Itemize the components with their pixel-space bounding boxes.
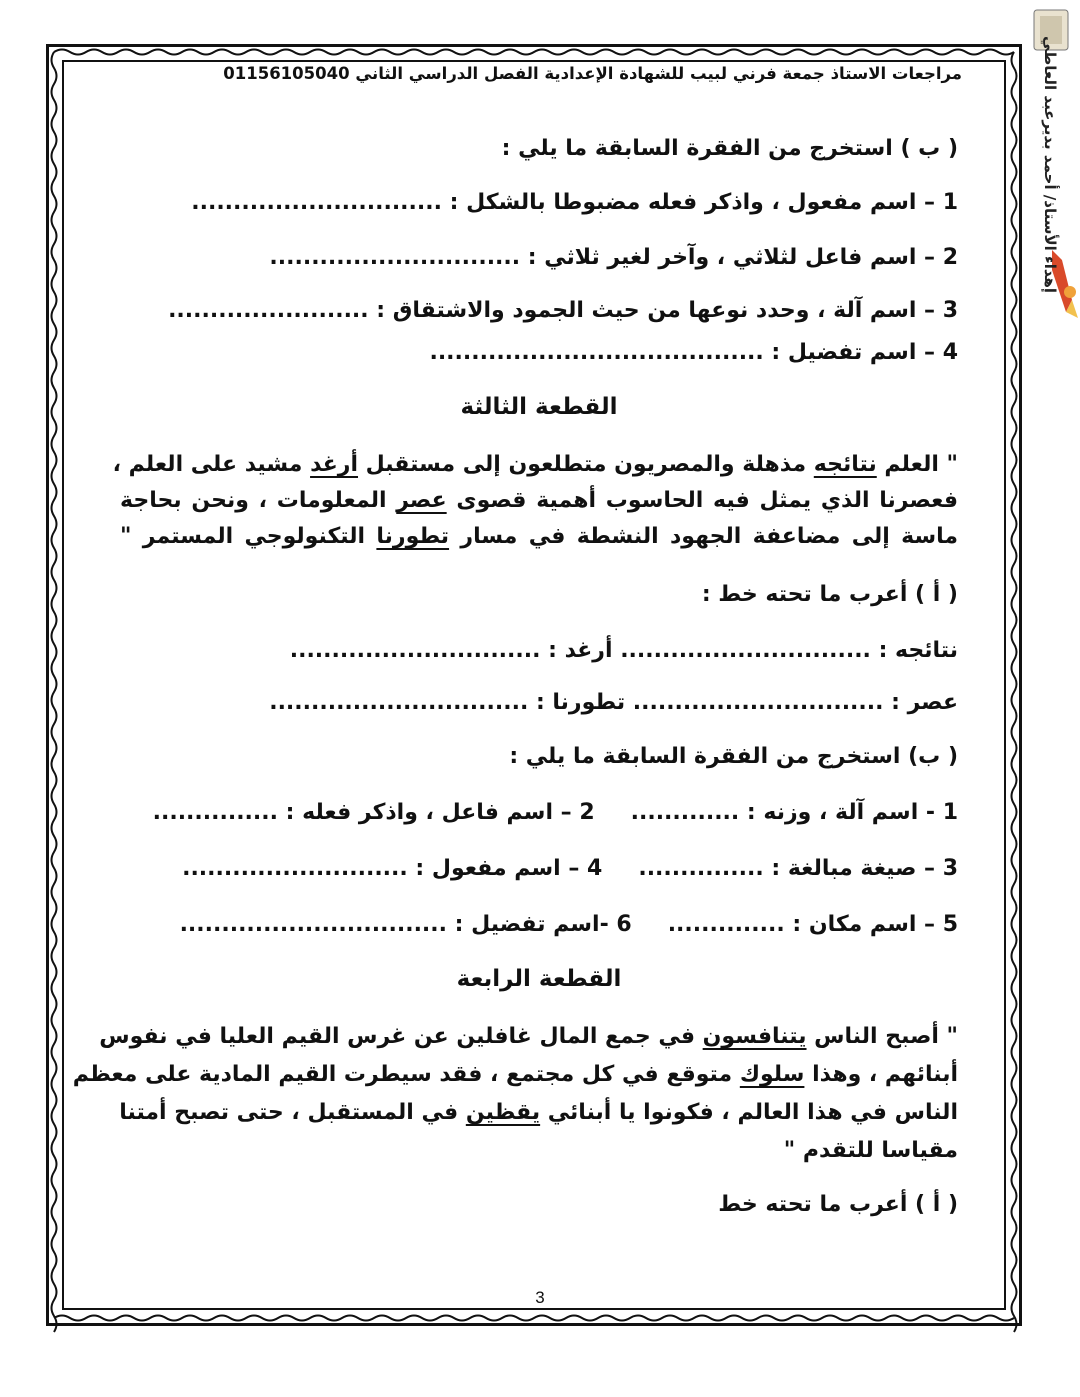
parse-row: نتائجه : .............................. أرغد : .............................. [289,638,958,663]
passage3-line2: فعصرنا الذي يمثل فيه الحاسوب أهمية قصوى عصر المعلومات ، ونحن بحاجة [120,488,958,513]
passage4-line4: مقياسا للتقدم " [783,1138,958,1163]
page-number: 3 [535,1288,545,1307]
list-item: 2 – اسم فاعل لثلاثي ، وآخر لغير ثلاثي : .............................. [269,245,958,270]
list-item: 1 – اسم مفعول ، واذكر فعله مضبوطا بالشكل : .............................. [191,190,958,215]
passage4-section-a-title: ( أ ) أعرب ما تحته خط [718,1192,958,1217]
passage4-line3: الناس في هذا العالم ، فكونوا يا أبنائي يقظين في المستقبل ، حتى تصبح أمتنا [119,1100,958,1125]
passage3-line3: ماسة إلى مضاعفة الجهود النشطة في مسار تطورنا التكنولوجي المستمر " [120,524,958,549]
extract-row: 3 – صيغة مبالغة : ...............4 – اسم مفعول : ........................... [182,856,958,881]
list-item: 4 – اسم تفضيل : ........................................ [429,340,958,365]
list-item: 3 – اسم آلة ، وحدد نوعها من حيث الجمود والاشتقاق : ........................ [168,298,958,323]
passage4-line1: " أصبح الناس يتنافسون في جمع المال غافلين عن غرس القيم العليا في نفوس [99,1024,958,1049]
passage4-heading: القطعة الرابعة [456,966,622,992]
passage3-section-a-title: ( أ ) أعرب ما تحته خط : [701,582,958,607]
passage3-section-b-title: ( ب) استخرج من الفقرة السابقة ما يلي : [509,744,958,769]
parse-row: عصر : .............................. تطورنا : ............................... [269,690,958,715]
passage3-heading: القطعة الثالثة [460,394,618,420]
passage4-line2: أبنائهم ، وهذا سلوك متوقع في كل مجتمع ، فقد سيطرت القيم المادية على معظم [72,1062,958,1087]
page-header: مراجعات الاستاذ جمعة فرني لبيب للشهادة الإعدادية الفصل الدراسي الثاني 01156105040 [223,64,962,83]
section-b1-title: ( ب ) استخرج من الفقرة السابقة ما يلي : [501,136,958,161]
passage3-line1: " العلم نتائجه مذهلة والمصريون متطلعون إلى مستقبل أرغد مشيد على العلم ، [112,452,958,477]
side-dedication: إهداء الأستاذ/ أحمد بديرعبد العاطي [1041,36,1059,294]
extract-row: 5 – اسم مكان : ..............6 -اسم تفضيل : ................................ [179,912,958,937]
extract-row: 1 - اسم آلة ، وزنه : .............2 – اسم فاعل ، واذكر فعله : ............... [152,800,958,825]
